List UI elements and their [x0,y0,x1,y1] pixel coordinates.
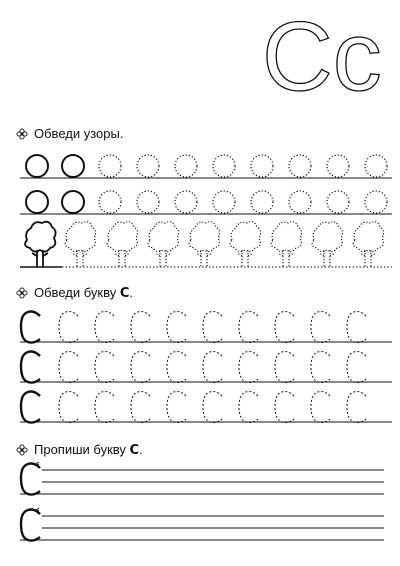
stroke-mark [36,462,39,465]
trace-circle [213,155,235,177]
trace-letter [311,352,330,383]
big-letters-text: Cc [262,12,382,102]
trace-circle [137,191,159,213]
trace-letter-instruction [16,285,133,301]
trace-letter [275,392,294,423]
trace-tree-icon [148,222,179,267]
sample-letter [21,312,40,343]
flower-icon [16,128,28,140]
trace-circle [137,155,159,177]
trace-letter-instruction-text: Обведи букву [34,285,120,300]
sample-letter [21,392,40,423]
letter-tracing-rows [0,306,400,431]
sample-circle [26,191,48,213]
trace-circle [289,155,311,177]
trace-circle [365,155,387,177]
trace-circle [251,191,273,213]
flower-icon [16,287,28,299]
trace-letter [347,392,366,423]
trace-letter [131,392,150,423]
trace-letter [311,312,330,343]
trace-letter [203,352,222,383]
trace-tree-icon [353,222,384,267]
sample-tree-icon [25,222,56,267]
sample-letter [21,352,40,383]
trace-circle [365,191,387,213]
trace-circle [327,155,349,177]
trace-letter [59,352,78,383]
trace-tree-icon [189,222,220,267]
trace-letter [275,352,294,383]
trace-letter [59,392,78,423]
write-letter-target: С [129,443,140,458]
trace-circle [175,191,197,213]
writing-practice-rows [0,462,400,557]
patterns-instruction-text: Обведи узоры. [34,126,124,141]
trace-letter [203,312,222,343]
trace-letter [311,392,330,423]
trace-circle [327,191,349,213]
trace-letter [95,392,114,423]
trace-circle [99,191,121,213]
sample-letter [21,464,40,495]
write-letter-instruction-text: Пропиши букву [34,442,130,457]
trace-tree-icon [271,222,302,267]
trace-tree-icon [65,222,96,267]
trace-letter [95,312,114,343]
trace-tree-icon [312,222,343,267]
trace-tree-icon [230,222,261,267]
trace-letter [131,352,150,383]
trace-letter [167,312,186,343]
trace-letter [347,312,366,343]
write-letter-instruction [16,442,143,458]
tree-pattern-row [0,220,400,275]
trace-letter [167,352,186,383]
trace-circle [213,191,235,213]
trace-letter [239,392,258,423]
trace-letter [239,352,258,383]
patterns-instruction [16,126,123,141]
big-letters-outline [262,12,392,102]
flower-icon [16,444,28,456]
sample-circle [26,155,48,177]
write-letter-instruction-end: . [139,442,143,457]
trace-circle [289,191,311,213]
trace-tree-icon [107,222,138,267]
trace-letter [167,392,186,423]
sample-letter [21,510,40,541]
trace-letter [59,312,78,343]
trace-letter [95,352,114,383]
sample-circle [62,191,84,213]
sample-circle [62,155,84,177]
circle-pattern-rows [0,150,400,220]
trace-letter-instruction-end: . [129,285,133,300]
trace-letter [239,312,258,343]
trace-letter [203,392,222,423]
trace-circle [251,155,273,177]
stroke-mark [36,508,39,511]
trace-circle [175,155,197,177]
trace-letter [131,312,150,343]
trace-circle [99,155,121,177]
trace-letter-target: С [119,286,130,301]
trace-letter [275,312,294,343]
trace-letter [347,352,366,383]
